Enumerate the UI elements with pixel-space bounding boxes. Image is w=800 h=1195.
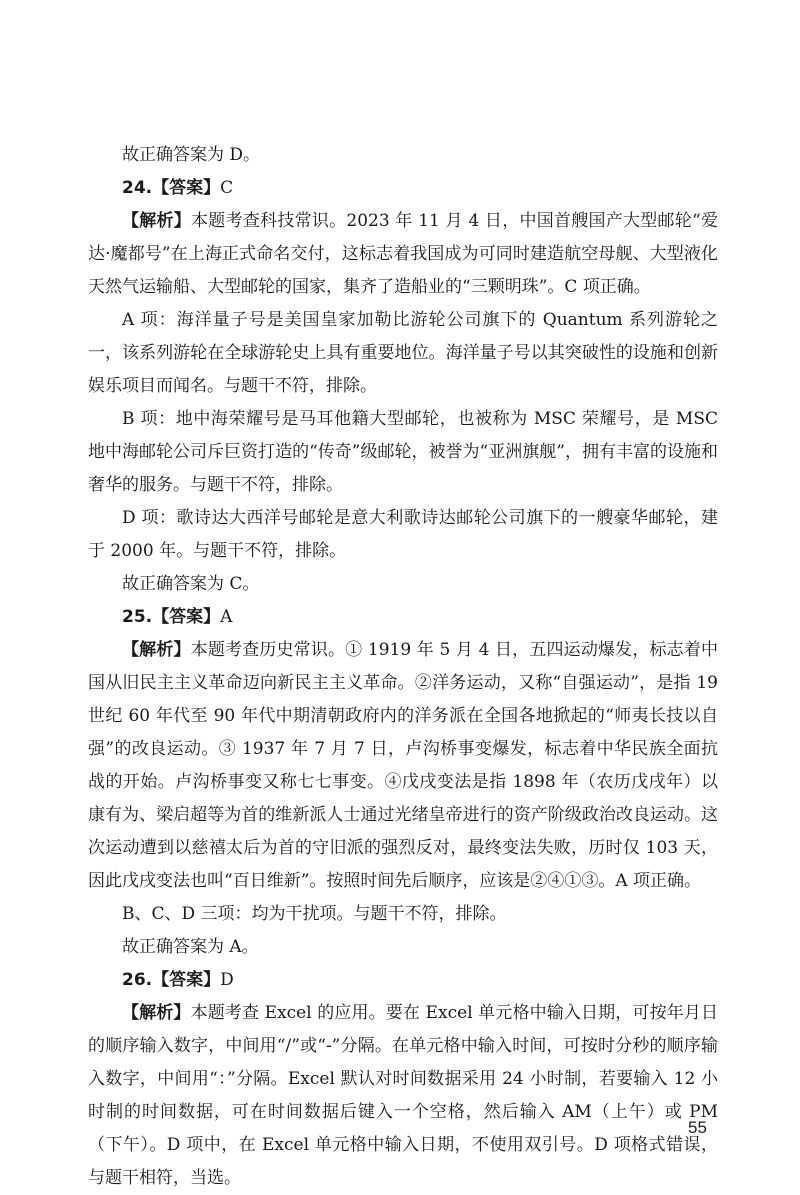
explanation-text: 本题考查科技常识。2023 年 11 月 4 日，中国首艘国产大型邮轮“爱达·魔都号”在上海正式命名交付，这标志着我国成为可同时建造航空母舰、大型液化天然气运输船、大型邮轮的国家，集齐了造船业的“三颗明珠”。C 项正确。: [88, 211, 719, 297]
question-number: 26.: [122, 970, 153, 990]
explanation-text: 本题考查历史常识。① 1919 年 5 月 4 日，五四运动爆发，标志着中国从旧民主主义革命迈向新民主主义革命。②洋务运动，又称“自强运动”，是指 19 世纪 60 年代至 90 年代中期清朝政府内的洋务派在全国各地掀起的“师夷长技以自强”的改良运动。③ 1937 年 7 月 7 日，卢沟桥事变爆发，标志着中华民族全面抗战的开始。卢沟桥事变又称七七事变。④戊戌变法是指 1898 年（农历戊戌年）以康有为、梁启超等为首的维新派人士通过光绪皇帝进行的资产阶级政治改良运动。这次运动遭到以慈禧太后为首的守旧派的强烈反对，最终变法失败，历时仅 103 天，因此戊戌变法也叫“百日维新”。按照时间先后顺序，应该是②④①③。A 项正确。: [88, 640, 718, 891]
explanation-text: 本题考查 Excel 的应用。要在 Excel 单元格中输入日期，可按年月日的顺序输入数字，中间用“/”或“-”分隔。在单元格中输入时间，可按时分秒的顺序输入数字，中间用“：”分隔。Excel 默认对时间数据采用 24 小时制，若要输入 12 小时制的时间数据，可在时间数据后键入一个空格，然后输入 AM（上午）或 PM（下午）。D 项中，在 Excel 单元格中输入日期，不使用双引号。D 项格式错误，与题干相符，当选。: [88, 1003, 718, 1188]
answer-value: C: [220, 178, 234, 198]
paragraph: 故正确答案为 C。: [122, 574, 260, 594]
explanation-paragraph: [88, 634, 718, 898]
paragraph: B 项：地中海荣耀号是马耳他籍大型邮轮，也被称为 MSC 荣耀号，是 MSC 地中海邮轮公司斥巨资打造的“传奇”级邮轮，被誉为“亚洲旗舰”，拥有丰富的设施和奢华的服务。与题干不符，排除。: [88, 409, 718, 495]
answer-heading: [88, 964, 718, 997]
paragraph: D 项：歌诗达大西洋号邮轮是意大利歌诗达邮轮公司旗下的一艘豪华邮轮，建于 2000 年。与题干不符，排除。: [88, 508, 718, 561]
paragraph: 故正确答案为 A。: [122, 937, 259, 957]
explanation-label: 【解析】: [122, 1003, 191, 1023]
explanation-label: 【解析】: [122, 211, 192, 231]
explanation-paragraph: [88, 205, 718, 304]
answer-value: D: [220, 970, 234, 990]
answer-label: 【答案】: [152, 970, 221, 990]
paragraph: B、C、D 三项：均为干扰项。与题干不符，排除。: [122, 904, 507, 924]
question-number: 24.: [122, 178, 153, 198]
answer-label: 【答案】: [152, 607, 221, 627]
page-number: 55: [688, 1118, 707, 1137]
answer-explanations: [88, 139, 718, 1195]
answer-heading: [88, 601, 718, 634]
paragraph: A 项：海洋量子号是美国皇家加勒比游轮公司旗下的 Quantum 系列游轮之一，该系列游轮在全球游轮史上具有重要地位。海洋量子号以其突破性的设施和创新娱乐项目而闻名。与题干不符，排除。: [88, 310, 718, 396]
explanation-label: 【解析】: [122, 640, 191, 660]
paragraph: 故正确答案为 D。: [122, 145, 261, 165]
question-number: 25.: [122, 607, 153, 627]
answer-heading: [88, 172, 718, 205]
answer-value: A: [220, 607, 233, 627]
answer-label: 【答案】: [152, 178, 221, 198]
explanation-paragraph: [88, 997, 718, 1195]
